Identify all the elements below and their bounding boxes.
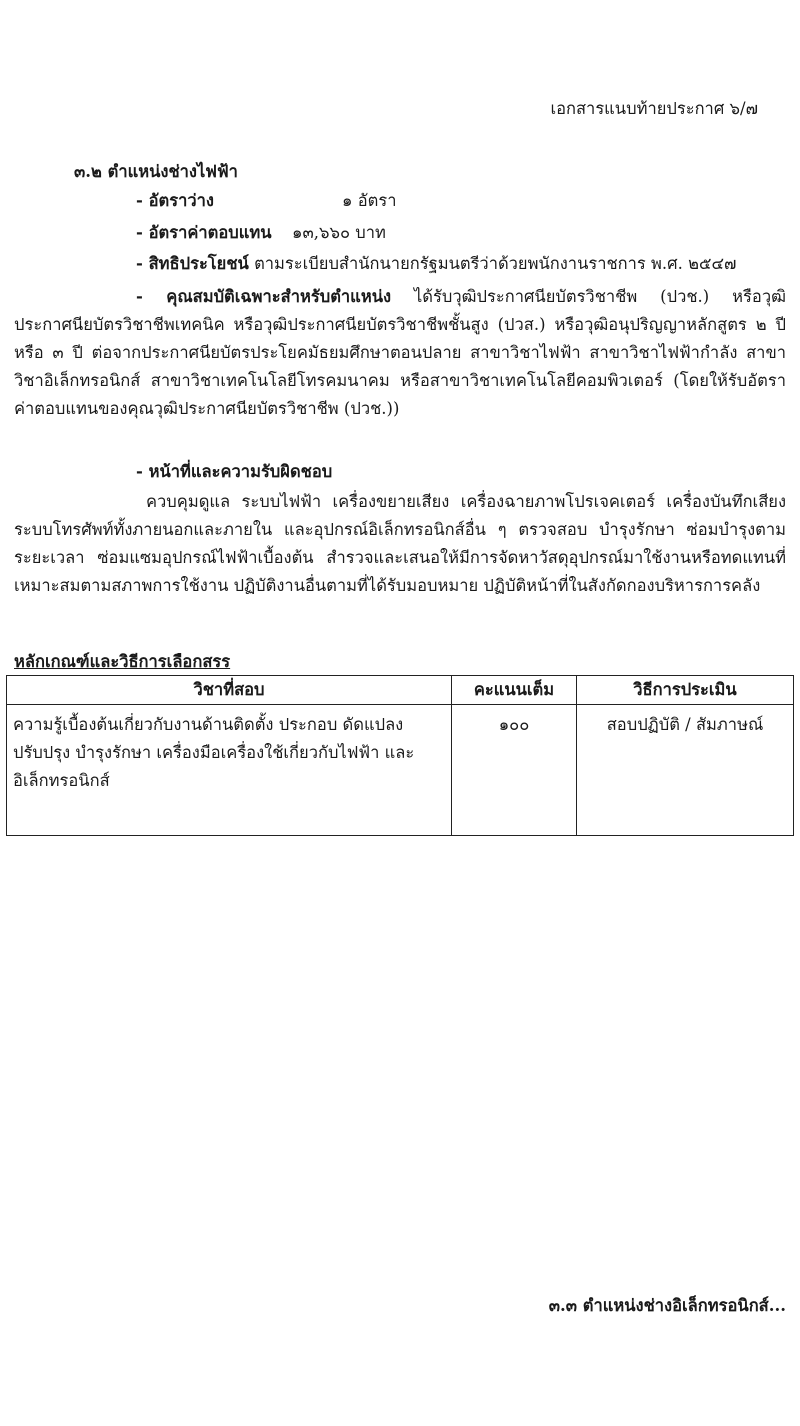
table-row [7, 705, 794, 836]
cell-subject: ความรู้เบื้องต้นเกี่ยวกับงานด้านติดตั้ง ประกอบ ดัดแปลง ปรับปรุง บำรุงรักษา เครื่องมือเครื่องใช้เกี่ยวกับไฟฟ้า และอิเล็กทรอนิกส์ [7, 705, 452, 836]
cell-method: สอบปฏิบัติ / สัมภาษณ์ [577, 705, 794, 836]
salary-value: ๑๓,๖๖๐ บาท [292, 223, 386, 242]
duties-text: ควบคุมดูแล ระบบไฟฟ้า เครื่องขยายเสียง เครื่องฉายภาพโปรเจคเตอร์ เครื่องบันทึกเสียง ระบบโทรศัพท์ทั้งภายนอกและภายใน และอุปกรณ์อิเล็กทรอนิกส์อื่น ๆ ตรวจสอบ บำรุงรักษา ซ่อมบำรุงตามระยะเวลา ซ่อมแซมอุปกรณ์ไฟฟ้าเบื้องต้น สำรวจและเสนอให้มีการจัดหาวัสดุอุปกรณ์มาใช้งานหรือทดแทนที่เหมาะสมตามสภาพการใช้งาน ปฏิบัติงานอื่นตามที่ได้รับมอบหมาย ปฏิบัติหน้าที่ในสังกัดกองบริหารการคลัง [14, 492, 786, 595]
vacancy-label: - อัตราว่าง [136, 191, 214, 210]
qualification-label: - คุณสมบัติเฉพาะสำหรับตำแหน่ง [136, 287, 392, 306]
cell-score: ๑๐๐ [452, 705, 577, 836]
position-title: ๓.๒ ตำแหน่งช่างไฟฟ้า [74, 162, 238, 181]
column-header-method: วิธีการประเมิน [577, 676, 794, 705]
duties-paragraph [14, 488, 786, 600]
vacancy-value: ๑ อัตรา [342, 191, 397, 210]
qualification-paragraph [14, 283, 786, 423]
continuation-note: ๓.๓ ตำแหน่งช่างอิเล็กทรอนิกส์... [548, 1296, 786, 1315]
table-header-row [7, 676, 794, 705]
attachment-label: เอกสารแนบท้ายประกาศ ๖/๗ [550, 99, 758, 118]
benefit-row [136, 251, 736, 277]
salary-label: - อัตราค่าตอบแทน [136, 223, 272, 242]
column-header-score: คะแนนเต็ม [452, 676, 577, 705]
criteria-heading: หลักเกณฑ์และวิธีการเลือกสรร [14, 652, 231, 671]
benefit-value: ตามระเบียบสำนักนายกรัฐมนตรีว่าด้วยพนักงานราชการ พ.ศ. ๒๕๔๗ [254, 254, 737, 273]
benefit-label: - สิทธิประโยชน์ [136, 254, 249, 273]
criteria-table [6, 675, 794, 836]
column-header-subject: วิชาที่สอบ [7, 676, 452, 705]
duties-label: - หน้าที่และความรับผิดชอบ [136, 462, 333, 481]
qualification-text: ได้รับวุฒิประกาศนียบัตรวิชาชีพ (ปวช.) หรือวุฒิประกาศนียบัตรวิชาชีพเทคนิค หรือวุฒิประกาศนียบัตรวิชาชีพชั้นสูง (ปวส.) หรือวุฒิอนุปริญญาหลักสูตร ๒ ปี หรือ ๓ ปี ต่อจากประกาศนียบัตรประโยคมัธยมศึกษาตอนปลาย สาขาวิชาไฟฟ้า สาขาวิชาไฟฟ้ากำลัง สาขาวิชาอิเล็กทรอนิกส์ สาขาวิชาเทคโนโลยีโทรคมนาคม หรือสาขาวิชาเทคโนโลยีคอมพิวเตอร์ (โดยให้รับอัตราค่าตอบแทนของคุณวุฒิประกาศนียบัตรวิชาชีพ (ปวช.)) [14, 287, 786, 418]
